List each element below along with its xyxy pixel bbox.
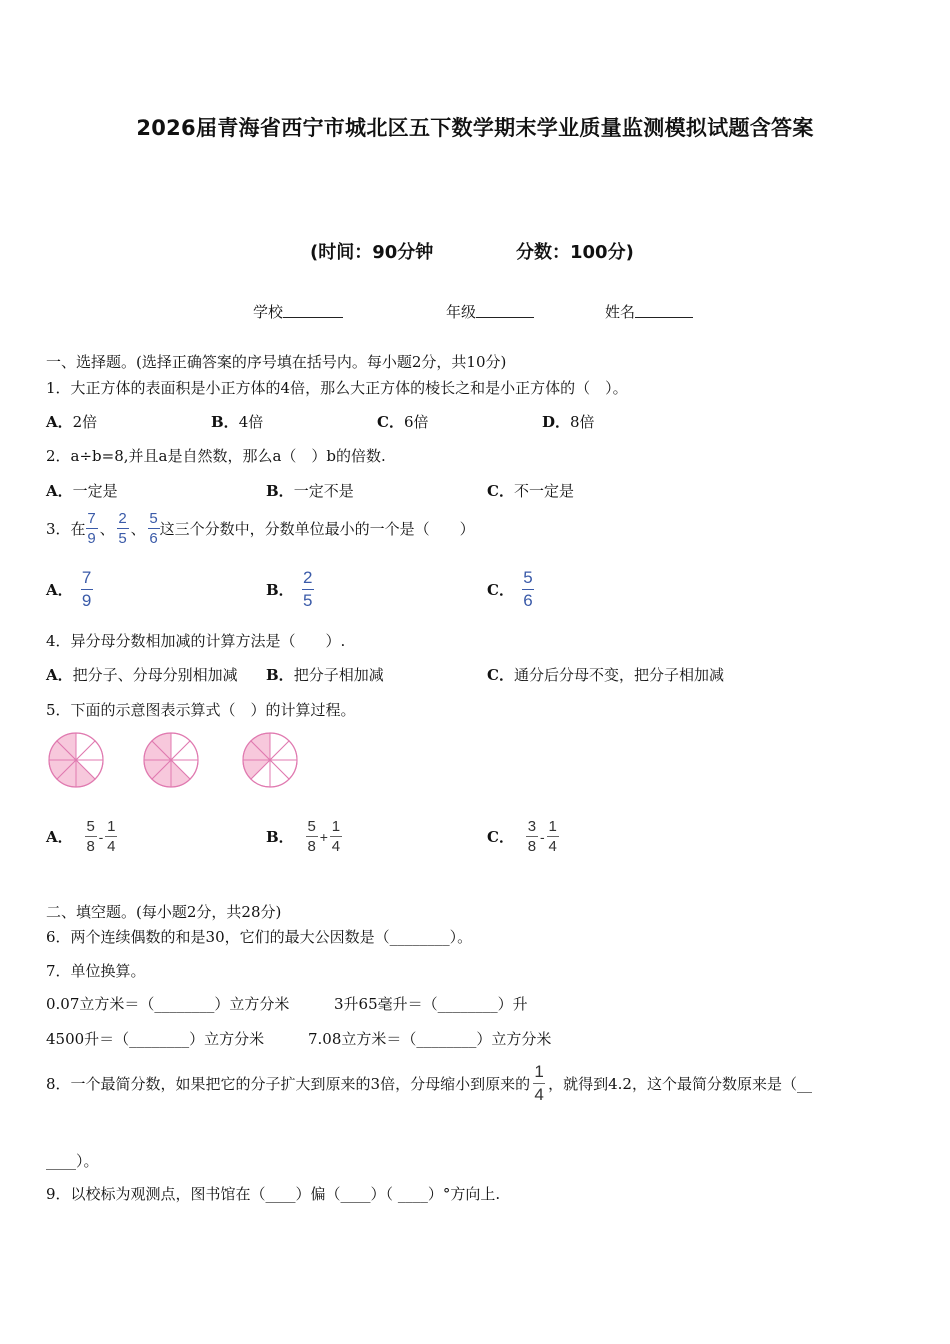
question-2 (46, 445, 386, 466)
q1-number: 1． (46, 379, 71, 397)
q1-option-c[interactable]: C．6倍 (377, 413, 429, 431)
q7-item-1: 0.07立方米＝（________）立方分米 (46, 995, 290, 1013)
question-7 (46, 960, 146, 981)
q5-option-a[interactable]: A． $\frac{5}{8}$ - $\frac{1}{4}$ (46, 818, 116, 855)
name-label: 姓名 (605, 303, 636, 321)
q4-number: 4． (46, 632, 71, 650)
question-8 (46, 1062, 812, 1105)
q4-option-b[interactable]: B．把分子相加减 (266, 666, 384, 684)
circle-diagram-2 (144, 733, 198, 787)
q3-sep: 、 (130, 520, 146, 538)
name-field[interactable] (605, 301, 693, 322)
question-5 (46, 699, 356, 720)
q6-number: 6． (46, 928, 71, 946)
q3-option-c[interactable]: C． $\frac{5}{6}$ (487, 568, 533, 610)
q1-option-a[interactable]: A．2倍 (46, 413, 98, 431)
fraction-1-4: $\frac{1}{4}$ (534, 1062, 544, 1104)
q7-text: 单位换算。 (70, 962, 146, 980)
school-label: 学校 (253, 303, 284, 321)
q8-post: ，就得到4.2，这个最简分数原来是（__ (548, 1075, 812, 1093)
question-6 (46, 926, 472, 947)
fraction-circles-diagram (44, 728, 304, 792)
q2-number: 2． (46, 447, 71, 465)
q3-option-a[interactable]: A． $\frac{7}{9}$ (46, 568, 92, 610)
q2-text: a÷b=8,并且a是自然数，那么a（ ）b的倍数. (70, 447, 386, 465)
fraction-5-6: $\frac{5}{6}$ (149, 510, 158, 547)
q5-number: 5． (46, 701, 71, 719)
q7-number: 7． (46, 962, 71, 980)
q7-item-4: 7.08立方米＝（________）立方分米 (308, 1030, 552, 1048)
section1-heading: 一、选择题。(选择正确答案的序号填在括号内。每小题2分，共10分) (46, 353, 507, 371)
grade-field[interactable] (446, 301, 534, 322)
q5-text: 下面的示意图表示算式（ ）的计算过程。 (70, 701, 356, 719)
school-field[interactable] (253, 301, 343, 322)
q5-option-b[interactable]: B． $\frac{5}{8}$ + $\frac{1}{4}$ (266, 818, 341, 855)
q6-text: 两个连续偶数的和是30，它们的最大公因数是（________）。 (70, 928, 473, 946)
question-4 (46, 630, 345, 651)
q8-pre: 一个最简分数，如果把它的分子扩大到原来的3倍，分母缩小到原来的 (70, 1075, 531, 1093)
question-9 (46, 1183, 500, 1204)
q1-text: 大正方体的表面积是小正方体的4倍，那么大正方体的棱长之和是小正方体的（ ）。 (70, 379, 628, 397)
q3-option-b[interactable]: B． $\frac{2}{5}$ (266, 568, 313, 610)
fraction-2-5: $\frac{2}{5}$ (118, 510, 127, 547)
q3-pre: 在 (70, 520, 86, 538)
q4-text: 异分母分数相加减的计算方法是（ ）. (70, 632, 346, 650)
exam-time: (时间：90分钟 (310, 242, 434, 263)
section2-heading: 二、填空题。(每小题2分，共28分) (46, 903, 282, 921)
q1-option-b[interactable]: B．4倍 (211, 413, 264, 431)
q7-item-2: 3升65毫升＝（________）升 (334, 995, 528, 1013)
q4-option-c[interactable]: C．通分后分母不变，把分子相加减 (487, 666, 724, 684)
q9-text: 以校标为观测点，图书馆在（____）偏（____）（ ____）°方向上. (70, 1185, 501, 1203)
q1-option-d[interactable]: D．8倍 (542, 413, 595, 431)
q3-number: 3． (46, 520, 71, 538)
q9-number: 9． (46, 1185, 71, 1203)
q8-number: 8． (46, 1075, 71, 1093)
q2-option-b[interactable]: B．一定不是 (266, 482, 354, 500)
q3-post: 这三个分数中，分数单位最小的一个是（ ） (159, 520, 475, 538)
circle-diagram-1 (49, 733, 103, 787)
question-1 (46, 377, 628, 398)
q2-option-a[interactable]: A．一定是 (46, 482, 118, 500)
q5-option-c[interactable]: C． $\frac{3}{8}$ - $\frac{1}{4}$ (487, 818, 557, 855)
q2-option-c[interactable]: C．不一定是 (487, 482, 574, 500)
question-3 (46, 510, 475, 547)
q4-option-a[interactable]: A．把分子、分母分别相加减 (46, 666, 238, 684)
q8-continuation: ____）。 (46, 1152, 99, 1170)
circle-diagram-3 (243, 733, 297, 787)
fraction-7-9: $\frac{7}{9}$ (87, 510, 96, 547)
exam-score: 分数：100分) (516, 242, 634, 263)
q3-sep: 、 (99, 520, 115, 538)
grade-label: 年级 (446, 303, 477, 321)
page-title: 2026届青海省西宁市城北区五下数学期末学业质量监测模拟试题含答案 (136, 116, 814, 140)
q7-item-3: 4500升＝（________）立方分米 (46, 1030, 265, 1048)
